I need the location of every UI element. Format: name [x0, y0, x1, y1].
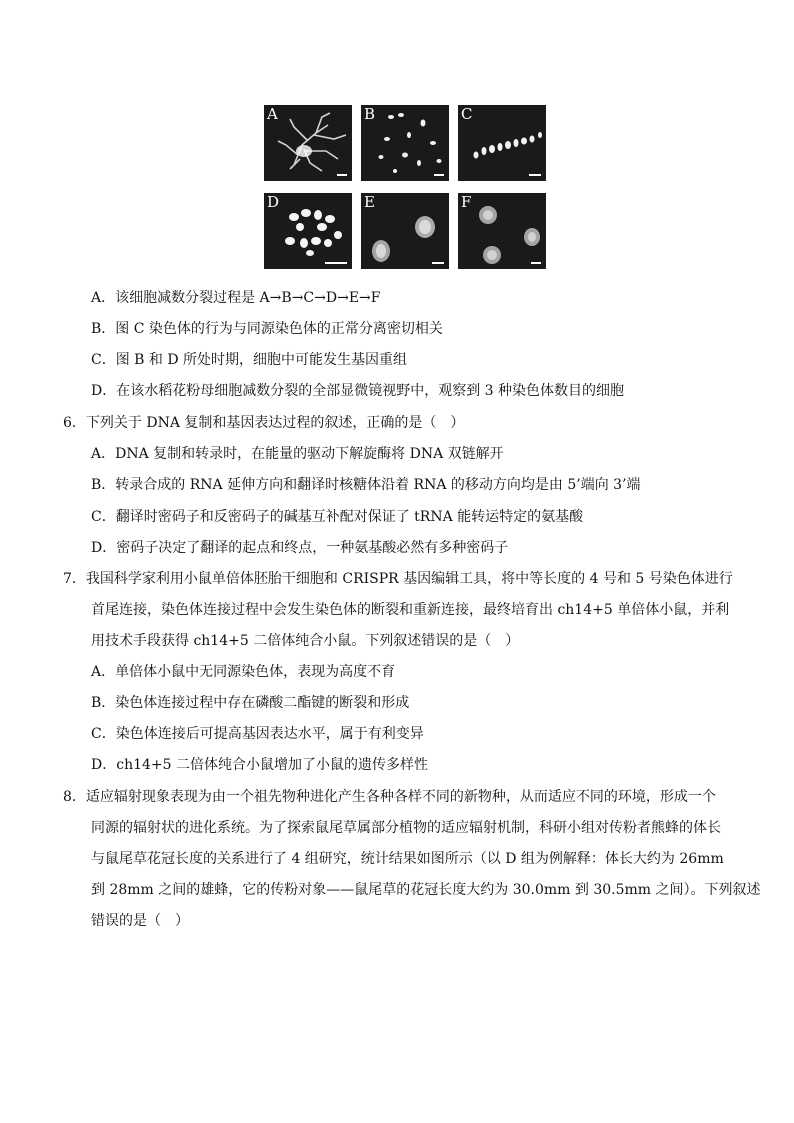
panel-label: C [461, 105, 473, 123]
q5-option-a: A．该细胞减数分裂过程是 A→B→C→D→E→F [91, 290, 381, 306]
q7-stem-line: 用技术手段获得 ch14+5 二倍体纯合小鼠。下列叙述错误的是（ ） [91, 633, 520, 649]
q6-option-c: C．翻译时密码子和反密码子的碱基互补配对保证了 tRNA 能转运特定的氨基酸 [91, 509, 584, 525]
micrograph-panel-e [361, 193, 449, 269]
q8-stem-line: 与鼠尾草花冠长度的关系进行了 4 组研究，统计结果如图所示（以 D 组为例解释：体长大约为 26mm [91, 851, 724, 867]
micrograph-panel-d [264, 193, 352, 269]
q7-stem-line: 7．我国科学家利用小鼠单倍体胚胎干细胞和 CRISPR 基因编辑工具，将中等长度的 4 号和 5 号染色体进行 [63, 571, 733, 587]
scale-bar [529, 174, 541, 176]
q5-option-c: C．图 B 和 D 所处时期，细胞中可能发生基因重组 [91, 352, 408, 368]
panel-label: A [267, 105, 278, 123]
q5-option-b: B．图 C 染色体的行为与同源染色体的正常分离密切相关 [91, 321, 443, 337]
scale-bar [337, 174, 347, 176]
q8-stem-line: 同源的辐射状的进化系统。为了探索鼠尾草属部分植物的适应辐射机制，科研小组对传粉者熊蜂的体长 [91, 820, 721, 836]
micrograph-panel-c [458, 105, 546, 181]
q7-option-b: B．染色体连接过程中存在磷酸二酯键的断裂和形成 [91, 695, 410, 711]
panel-label: D [267, 193, 280, 211]
q7-option-c: C．染色体连接后可提高基因表达水平，属于有利变异 [91, 726, 424, 742]
scale-bar [432, 262, 444, 264]
q7-stem-line: 首尾连接，染色体连接过程中会发生染色体的断裂和重新连接，最终培育出 ch14+5 单倍体小鼠，并利 [91, 602, 730, 618]
panel-label: B [364, 105, 376, 123]
q6-option-a: A．DNA 复制和转录时，在能量的驱动下解旋酶将 DNA 双链解开 [91, 446, 504, 462]
q6-option-b: B．转录合成的 RNA 延伸方向和翻译时核糖体沿着 RNA 的移动方向均是由 5’端向 3’端 [91, 477, 641, 493]
q8-stem-line: 8．适应辐射现象表现为由一个祖先物种进化产生各种各样不同的新物种，从而适应不同的环境，形成一个 [63, 789, 716, 805]
micrograph-panel-b [361, 105, 449, 181]
q6-stem: 6．下列关于 DNA 复制和基因表达过程的叙述，正确的是（ ） [63, 415, 465, 431]
panel-label: E [364, 193, 375, 211]
micrograph-figure [264, 105, 550, 271]
q8-stem-line: 到 28mm 之间的雄蜂，它的传粉对象——鼠尾草的花冠长度大约为 30.0mm 到 30.5mm 之间）。下列叙述 [91, 882, 761, 898]
q5-option-d: D．在该水稻花粉母细胞减数分裂的全部显微镜视野中，观察到 3 种染色体数目的细胞 [91, 383, 625, 399]
scale-bar [434, 174, 444, 176]
scale-bar [531, 262, 541, 264]
q6-option-d: D．密码子决定了翻译的起点和终点，一种氨基酸必然有多种密码子 [91, 540, 509, 556]
micrograph-panel-a [264, 105, 352, 181]
micrograph-panel-f [458, 193, 546, 269]
scale-bar [325, 262, 347, 264]
panel-label: F [461, 193, 472, 211]
q8-stem-line: 错误的是（ ） [91, 913, 189, 929]
q7-option-a: A．单倍体小鼠中无同源染色体，表现为高度不育 [91, 664, 396, 680]
q7-option-d: D．ch14+5 二倍体纯合小鼠增加了小鼠的遗传多样性 [91, 757, 428, 773]
